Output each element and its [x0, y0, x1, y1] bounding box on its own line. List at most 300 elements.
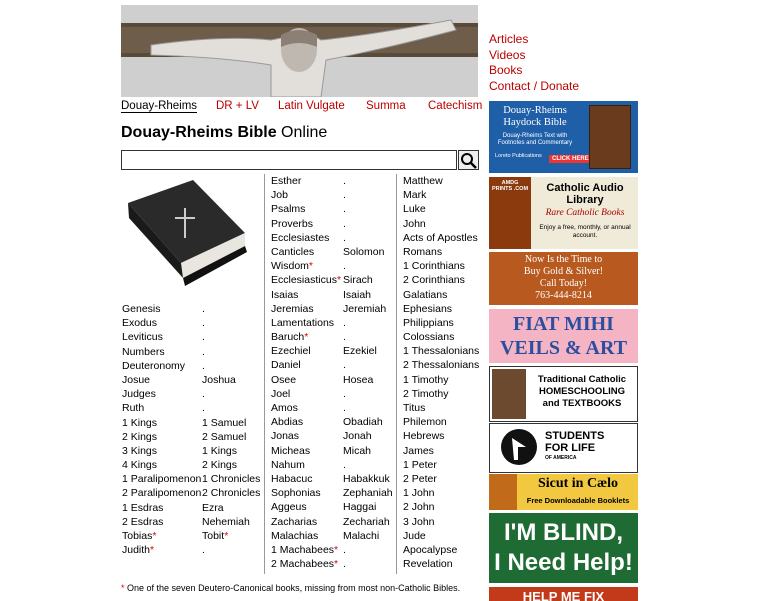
- book-name: Habakkuk: [343, 472, 390, 485]
- book-name: Ecclesiastes: [271, 231, 330, 244]
- book-link[interactable]: [403, 557, 479, 571]
- book-name: Apocalypse: [403, 543, 458, 556]
- book-name: .: [343, 260, 346, 273]
- book-name: Ezra: [202, 501, 224, 514]
- book-name: .: [343, 175, 346, 187]
- book-name: 2 Timothy: [403, 387, 449, 400]
- book-placeholder-dot: [202, 330, 260, 344]
- book-placeholder-dot: [202, 302, 260, 316]
- book-name: John: [403, 217, 426, 230]
- book-placeholder-dot: [343, 557, 393, 571]
- book-name: 1 Peter: [403, 458, 437, 471]
- book-placeholder-dot: [343, 188, 393, 202]
- book-link[interactable]: [271, 202, 341, 216]
- book-link[interactable]: [271, 429, 341, 443]
- book-name: .: [343, 543, 346, 556]
- book-name: Ezekiel: [343, 345, 377, 358]
- book-name: .: [202, 388, 205, 401]
- book-name: 2 Kings: [122, 430, 158, 443]
- book-name: 2 John: [403, 501, 435, 514]
- book-link[interactable]: [271, 557, 341, 571]
- book-link[interactable]: [403, 288, 479, 302]
- book-link[interactable]: [202, 515, 260, 529]
- book-name: 2 Machabees: [271, 558, 335, 571]
- book-name: .: [202, 317, 205, 330]
- nt-books-col: [403, 174, 479, 571]
- book-placeholder-dot: [202, 401, 260, 415]
- book-name: Ezechiel: [271, 345, 311, 358]
- book-link[interactable]: [271, 231, 341, 245]
- ad-gold-l2: Buy Gold & Silver!: [523, 266, 604, 277]
- book-name: 1 Kings: [202, 444, 238, 457]
- book-name: 1 Thessalonians: [403, 345, 480, 358]
- book-name: .: [202, 359, 205, 372]
- book-name: Tobit: [202, 530, 225, 542]
- ad-homeschool-l2: HOMESCHOOLING: [538, 386, 626, 397]
- book-name: Osee: [271, 373, 297, 386]
- ad-homeschool-saint-image: [492, 369, 526, 419]
- book-link[interactable]: [122, 373, 201, 387]
- book-link[interactable]: [271, 444, 341, 458]
- book-link[interactable]: [403, 330, 479, 344]
- book-link[interactable]: [403, 302, 479, 316]
- book-link[interactable]: [202, 501, 260, 515]
- book-name: James: [403, 444, 434, 457]
- tab-catechism[interactable]: Catechism: [428, 100, 483, 112]
- ot-alt-names-col: [202, 302, 260, 557]
- book-name: Lamentations: [271, 316, 335, 329]
- book-link[interactable]: [343, 515, 393, 529]
- book-link[interactable]: [271, 515, 341, 529]
- book-link[interactable]: [403, 543, 479, 557]
- search-icon: [459, 151, 478, 169]
- deutero-asterisk: *: [150, 544, 155, 557]
- book-name: 1 Corinthians: [403, 260, 465, 273]
- book-name: Colossians: [403, 331, 455, 344]
- column-divider: [264, 174, 265, 574]
- book-placeholder-dot: [202, 543, 260, 557]
- nav-videos[interactable]: Videos: [489, 47, 526, 62]
- book-link[interactable]: [122, 529, 201, 543]
- ad-audio-sub: Rare Catholic Books: [545, 208, 625, 218]
- book-link[interactable]: [403, 387, 479, 401]
- book-link[interactable]: [202, 529, 260, 543]
- book-placeholder-dot: [343, 259, 393, 273]
- book-name: 2 Esdras: [122, 515, 164, 528]
- book-name: Numbers: [122, 345, 165, 358]
- book-link[interactable]: [403, 515, 479, 529]
- ad-blind-l1: I'M BLIND,: [503, 519, 624, 546]
- book-link[interactable]: [271, 529, 341, 543]
- book-placeholder-dot: [202, 387, 260, 401]
- ad-gold-l3: Call Today!: [539, 278, 588, 289]
- book-name: Ephesians: [403, 302, 453, 315]
- book-name: Jonah: [343, 430, 372, 443]
- footnote: [121, 583, 460, 593]
- book-name: Ruth: [122, 402, 145, 415]
- ad-fiat-mihi[interactable]: [489, 309, 638, 363]
- book-name: .: [343, 316, 346, 329]
- book-placeholder-dot: [202, 316, 260, 330]
- book-name: 2 Chronicles: [202, 487, 261, 500]
- column-divider: [396, 174, 397, 574]
- footnote-asterisk: *: [121, 583, 125, 593]
- book-link[interactable]: [343, 373, 393, 387]
- book-link[interactable]: [403, 245, 479, 259]
- book-name: 2 Paralipomenon: [122, 487, 202, 500]
- book-link[interactable]: [122, 486, 201, 500]
- ad-veils-l1: FIAT MIHI: [513, 313, 614, 335]
- book-name: Zechariah: [343, 515, 390, 528]
- book-link[interactable]: [403, 401, 479, 415]
- book-placeholder-dot: [343, 387, 393, 401]
- book-link[interactable]: [403, 444, 479, 458]
- book-link[interactable]: [122, 430, 201, 444]
- book-link[interactable]: [403, 415, 479, 429]
- book-name: Josue: [122, 373, 151, 386]
- book-link[interactable]: [343, 288, 393, 302]
- book-link[interactable]: [271, 344, 341, 358]
- book-link[interactable]: [343, 273, 393, 287]
- book-name: Proverbs: [271, 217, 314, 230]
- book-name: Canticles: [271, 245, 315, 258]
- book-link[interactable]: [343, 500, 393, 514]
- ad-veils-l2: VEILS & ART: [499, 337, 628, 359]
- book-link[interactable]: [403, 217, 479, 231]
- book-link[interactable]: [271, 217, 341, 231]
- book-link[interactable]: [403, 458, 479, 472]
- book-name: 1 Machabees: [271, 543, 335, 556]
- book-name: .: [343, 458, 346, 471]
- book-name: .: [343, 359, 346, 372]
- book-link[interactable]: [343, 486, 393, 500]
- book-link[interactable]: [271, 316, 341, 330]
- book-name: Baruch: [271, 331, 305, 344]
- book-name: 2 Thessalonians: [403, 359, 480, 372]
- book-link[interactable]: [202, 444, 260, 458]
- ad-sicut-in-caelo[interactable]: [489, 474, 638, 510]
- book-link[interactable]: [122, 330, 201, 344]
- search-input[interactable]: [121, 150, 457, 170]
- book-name: Sophonias: [271, 487, 321, 500]
- book-placeholder-dot: [343, 316, 393, 330]
- book-name: Philemon: [403, 416, 447, 429]
- book-placeholder-dot: [202, 359, 260, 373]
- book-name: 1 Timothy: [403, 373, 449, 386]
- book-link[interactable]: [403, 529, 479, 543]
- book-link[interactable]: [271, 500, 341, 514]
- ad-audio-title: Catholic Audio Library: [546, 182, 624, 206]
- deutero-asterisk: *: [224, 530, 229, 542]
- book-name: Isaias: [271, 288, 299, 301]
- book-name: Job: [271, 189, 288, 202]
- ad-im-blind[interactable]: [489, 513, 638, 583]
- book-link[interactable]: [122, 359, 201, 373]
- book-link[interactable]: [343, 415, 393, 429]
- book-placeholder-dot: [343, 330, 393, 344]
- book-placeholder-dot: [343, 231, 393, 245]
- book-name: Esther: [271, 175, 302, 187]
- ad-sicut-image: [489, 474, 517, 510]
- book-name: 1 Chronicles: [202, 473, 261, 486]
- book-link[interactable]: [343, 245, 393, 259]
- book-name: .: [343, 189, 346, 202]
- book-name: 1 Paralipomenon: [122, 473, 202, 486]
- book-name: Malachias: [271, 529, 319, 542]
- book-name: Luke: [403, 203, 426, 216]
- book-link[interactable]: [403, 472, 479, 486]
- ad-fix-l1: HELP ME FIX: [522, 589, 605, 601]
- book-name: Nahum: [271, 458, 305, 471]
- book-name: Hosea: [343, 373, 374, 386]
- book-link[interactable]: [122, 316, 201, 330]
- book-placeholder-dot: [343, 202, 393, 216]
- book-link[interactable]: [122, 444, 201, 458]
- book-link[interactable]: [271, 288, 341, 302]
- book-name: 3 Kings: [122, 444, 158, 457]
- book-name: .: [343, 231, 346, 244]
- book-name: Zephaniah: [343, 487, 393, 500]
- book-placeholder-dot: [202, 345, 260, 359]
- book-link[interactable]: [271, 245, 341, 259]
- ad-audio-library[interactable]: [489, 177, 638, 249]
- book-name: 2 Samuel: [202, 430, 247, 443]
- book-name: Judith: [122, 544, 151, 557]
- book-name: .: [343, 217, 346, 230]
- book-name: .: [202, 303, 205, 315]
- ad-haydock-publisher: Loreto Publications: [495, 153, 542, 159]
- book-name: Titus: [403, 402, 426, 414]
- book-link[interactable]: [271, 174, 341, 188]
- page-title-bold: Douay-Rheims Bible: [121, 124, 277, 141]
- nav-contact-donate[interactable]: Contact / Donate: [489, 78, 580, 93]
- book-name: .: [343, 203, 346, 216]
- book-link[interactable]: [403, 358, 479, 372]
- page-title-rest: Online: [276, 124, 328, 141]
- ad-sfl-l2: FOR LIFE: [545, 442, 596, 454]
- book-name: .: [343, 331, 346, 344]
- ot-books-col: [122, 302, 201, 557]
- book-link[interactable]: [403, 316, 479, 330]
- book-link[interactable]: [202, 486, 260, 500]
- book-link[interactable]: [271, 302, 341, 316]
- book-link[interactable]: [343, 472, 393, 486]
- book-link[interactable]: [271, 472, 341, 486]
- book-name: .: [343, 402, 346, 414]
- book-link[interactable]: [403, 273, 479, 287]
- search-bar: [121, 150, 478, 170]
- book-name: Jeremiah: [343, 302, 387, 315]
- book-name: Tobias: [122, 530, 153, 542]
- book-name: Jeremias: [271, 302, 314, 315]
- book-name: Obadiah: [343, 416, 383, 429]
- book-link[interactable]: [122, 401, 201, 415]
- ad-gold-l1: Now Is the Time to: [524, 254, 603, 265]
- ad-gold-phone: 763-444-8214: [535, 290, 592, 301]
- book-placeholder-dot: [343, 358, 393, 372]
- book-name: 3 John: [403, 515, 435, 528]
- book-name: Micheas: [271, 444, 311, 457]
- deutero-asterisk: *: [334, 558, 339, 571]
- book-name: Jonas: [271, 430, 300, 443]
- ad-gold-silver[interactable]: [489, 252, 638, 305]
- book-link[interactable]: [403, 373, 479, 387]
- book-link[interactable]: [271, 188, 341, 202]
- book-name: Ecclesiasticus: [271, 274, 337, 287]
- book-name: Abdias: [271, 416, 304, 429]
- book-name: Sirach: [343, 274, 373, 287]
- book-name: Galatians: [403, 288, 448, 301]
- nav-books[interactable]: Books: [489, 63, 523, 77]
- book-link[interactable]: [271, 273, 341, 287]
- book-link[interactable]: [403, 231, 479, 245]
- ad-audio-site: AMDG PRINTS .COM: [491, 180, 529, 192]
- book-name: .: [202, 331, 205, 344]
- ad-haydock-title: Douay-Rheims Haydock Bible: [503, 105, 567, 128]
- ad-sfl-l3: OF AMERICA: [545, 455, 577, 461]
- book-link[interactable]: [202, 430, 260, 444]
- book-link[interactable]: [122, 387, 201, 401]
- book-name: 1 John: [403, 487, 435, 500]
- book-name: Isaiah: [343, 288, 372, 301]
- book-placeholder-dot: [343, 217, 393, 231]
- ot-books-col-2: [271, 174, 341, 571]
- book-name: Solomon: [343, 245, 385, 258]
- tab-dr-lv[interactable]: DR + LV: [216, 100, 259, 112]
- book-link[interactable]: [271, 415, 341, 429]
- book-link[interactable]: [271, 373, 341, 387]
- nav-articles[interactable]: Articles: [489, 32, 529, 46]
- book-placeholder-dot: [343, 543, 393, 557]
- book-link[interactable]: [202, 373, 260, 387]
- book-placeholder-dot: [343, 174, 393, 188]
- book-name: Wisdom: [271, 260, 309, 273]
- book-name: Leviticus: [122, 331, 163, 344]
- book-name: Psalms: [271, 203, 306, 216]
- book-link[interactable]: [122, 302, 201, 316]
- book-link[interactable]: [403, 202, 479, 216]
- bible-cover-image: [589, 105, 631, 169]
- search-button[interactable]: [458, 150, 479, 170]
- deutero-asterisk: *: [308, 260, 314, 273]
- book-link[interactable]: [122, 416, 201, 430]
- book-name: Exodus: [122, 317, 158, 330]
- book-name: Amos: [271, 402, 298, 414]
- ad-sfl-l1: STUDENTS: [545, 430, 605, 442]
- book-link[interactable]: [271, 330, 341, 344]
- book-name: Jude: [403, 529, 426, 542]
- ad-homeschool-l1: Traditional Catholic: [537, 374, 627, 385]
- book-link[interactable]: [343, 302, 393, 316]
- book-name: Matthew: [403, 175, 443, 187]
- tab-douay-rheims[interactable]: Douay-Rheims: [121, 100, 198, 112]
- book-link[interactable]: [271, 358, 341, 372]
- book-name: Mark: [403, 189, 427, 202]
- book-link[interactable]: [122, 472, 201, 486]
- book-name: Joshua: [202, 373, 236, 386]
- book-link[interactable]: [403, 344, 479, 358]
- deutero-asterisk: *: [304, 331, 309, 344]
- book-name: Philippians: [403, 316, 454, 329]
- book-link[interactable]: [403, 259, 479, 273]
- book-link[interactable]: [122, 515, 201, 529]
- ad-sicut-l2: Free Downloadable Booklets: [526, 496, 630, 505]
- book-name: 2 Peter: [403, 472, 437, 485]
- book-name: Romans: [403, 245, 443, 258]
- book-name: Deuteronomy: [122, 359, 186, 372]
- ad-blind-l2: I Need Help!: [494, 549, 633, 576]
- book-name: 2 Corinthians: [403, 274, 465, 287]
- book-link[interactable]: [271, 387, 341, 401]
- book-link[interactable]: [403, 500, 479, 514]
- top-nav: [489, 32, 579, 94]
- book-link[interactable]: [343, 344, 393, 358]
- book-link[interactable]: [122, 345, 201, 359]
- book-name: 1 Esdras: [122, 501, 164, 514]
- book-name: Joel: [271, 387, 291, 400]
- book-link[interactable]: [403, 188, 479, 202]
- book-link[interactable]: [122, 543, 201, 557]
- book-name: Nehemiah: [202, 515, 250, 528]
- book-name: 2 Kings: [202, 459, 238, 472]
- ad-help-me-fix[interactable]: [489, 587, 638, 601]
- book-link[interactable]: [122, 501, 201, 515]
- book-name: Malachi: [343, 529, 380, 542]
- book-name: .: [343, 387, 346, 400]
- book-link[interactable]: [403, 486, 479, 500]
- book-link[interactable]: [202, 416, 260, 430]
- sfl-logo-icon: [500, 428, 538, 466]
- book-name: 1 Kings: [122, 416, 158, 429]
- book-name: Habacuc: [271, 472, 313, 485]
- book-name: Micah: [343, 444, 372, 457]
- ad-audio-note: Enjoy a free, monthly, or annual account.: [539, 224, 631, 239]
- book-name: Revelation: [403, 558, 453, 571]
- ad-homeschooling[interactable]: [489, 366, 638, 422]
- book-name: 4 Kings: [122, 459, 158, 472]
- book-link[interactable]: [202, 458, 260, 472]
- book-link[interactable]: [271, 401, 341, 415]
- tab-latin-vulgate[interactable]: Latin Vulgate: [278, 100, 345, 112]
- book-link[interactable]: [343, 444, 393, 458]
- book-name: Genesis: [122, 303, 161, 315]
- book-link[interactable]: [343, 529, 393, 543]
- book-link[interactable]: [271, 259, 341, 273]
- page-title: [121, 124, 327, 142]
- tab-summa[interactable]: Summa: [366, 100, 406, 112]
- ad-haydock-bible[interactable]: [489, 101, 638, 173]
- book-link[interactable]: [122, 458, 201, 472]
- crucifix-image: [121, 5, 478, 97]
- ad-students-for-life[interactable]: [489, 423, 638, 473]
- book-name: Acts of Apostles: [403, 231, 478, 244]
- book-link[interactable]: [343, 429, 393, 443]
- ad-haydock-sub: Douay-Rheims Text with Footnotes and Commentary: [497, 133, 573, 146]
- book-link[interactable]: [271, 458, 341, 472]
- book-link[interactable]: [403, 174, 479, 188]
- holy-bible-image: [123, 178, 248, 290]
- deutero-asterisk: *: [152, 530, 157, 542]
- ad-homeschool-l3: and TEXTBOOKS: [542, 398, 622, 409]
- book-link[interactable]: [271, 543, 341, 557]
- book-link[interactable]: [202, 472, 260, 486]
- ad-haydock-cta[interactable]: CLICK HERE: [549, 155, 592, 163]
- ad-sicut-l1: Sicut in Cælo: [537, 476, 619, 491]
- book-placeholder-dot: [343, 401, 393, 415]
- book-link[interactable]: [403, 429, 479, 443]
- deutero-asterisk: *: [334, 543, 339, 556]
- book-link[interactable]: [271, 486, 341, 500]
